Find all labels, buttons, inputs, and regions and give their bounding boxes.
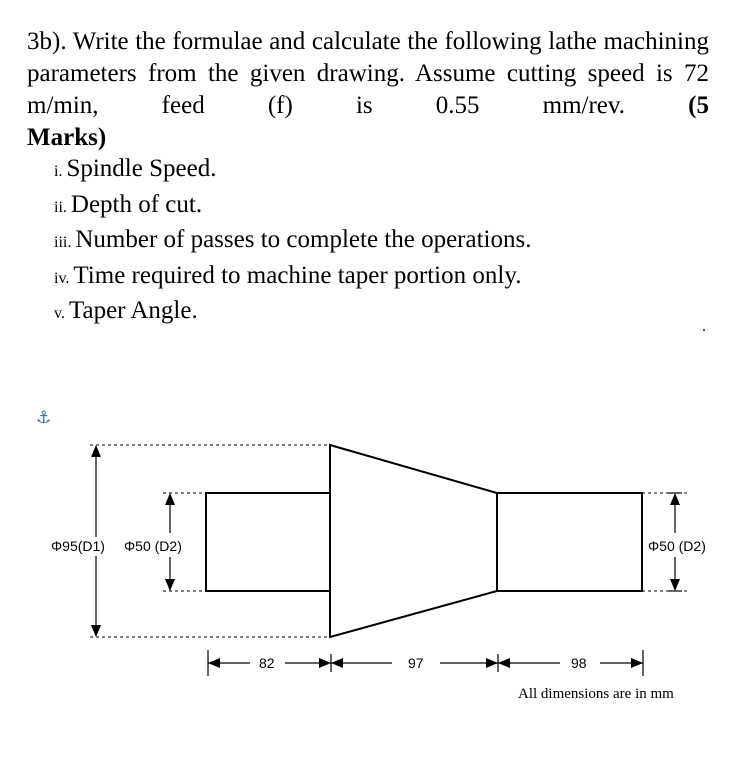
d2-right-label: Φ50 (D2) <box>648 538 706 554</box>
d2-left-arrow-bottom <box>165 579 175 591</box>
len-98-arrow-right <box>631 658 643 668</box>
len-right-label: 98 <box>571 655 587 671</box>
question-lead: 3b). Write the formulae and calculate the following lathe machining parameters from the given drawing. Assume cutting speed is 72 m/min, feed (f) is 0.55 mm/rev. <box>27 28 709 119</box>
list-item: v. Taper Angle. <box>54 297 198 324</box>
len-98-arrow-left <box>498 658 510 668</box>
d2-left-arrow-top <box>165 493 175 505</box>
marks-close: Marks) <box>27 124 107 151</box>
list-item: iii. Number of passes to complete the operations. <box>54 226 532 253</box>
d2-right-arrow-bottom <box>670 579 680 591</box>
d1-label: Φ95(D1) <box>51 538 105 554</box>
anchor-icon: ⚓ <box>36 408 52 428</box>
marks-open: (5 <box>688 92 709 119</box>
stray-dot: . <box>702 318 706 335</box>
d1-arrow-top <box>91 445 101 457</box>
taper-section <box>330 445 497 637</box>
d1-arrow-bottom <box>91 625 101 637</box>
len-left-label: 82 <box>259 655 275 671</box>
d2-right-arrow-top <box>670 493 680 505</box>
list-item: ii. Depth of cut. <box>54 190 203 218</box>
left-cylinder <box>206 493 330 591</box>
len-82-arrow-left <box>208 658 220 668</box>
len-taper-label: 97 <box>408 655 424 671</box>
d2-left-label: Φ50 (D2) <box>124 538 182 554</box>
list-item: i. Spindle Speed. <box>54 155 217 182</box>
list-item: iv. Time required to machine taper portion only. <box>54 261 522 289</box>
len-97-arrow-left <box>331 658 343 668</box>
len-82-arrow-right <box>319 658 331 668</box>
right-cylinder <box>497 493 642 591</box>
units-note: All dimensions are in mm <box>518 686 674 702</box>
len-97-arrow-right <box>486 658 498 668</box>
